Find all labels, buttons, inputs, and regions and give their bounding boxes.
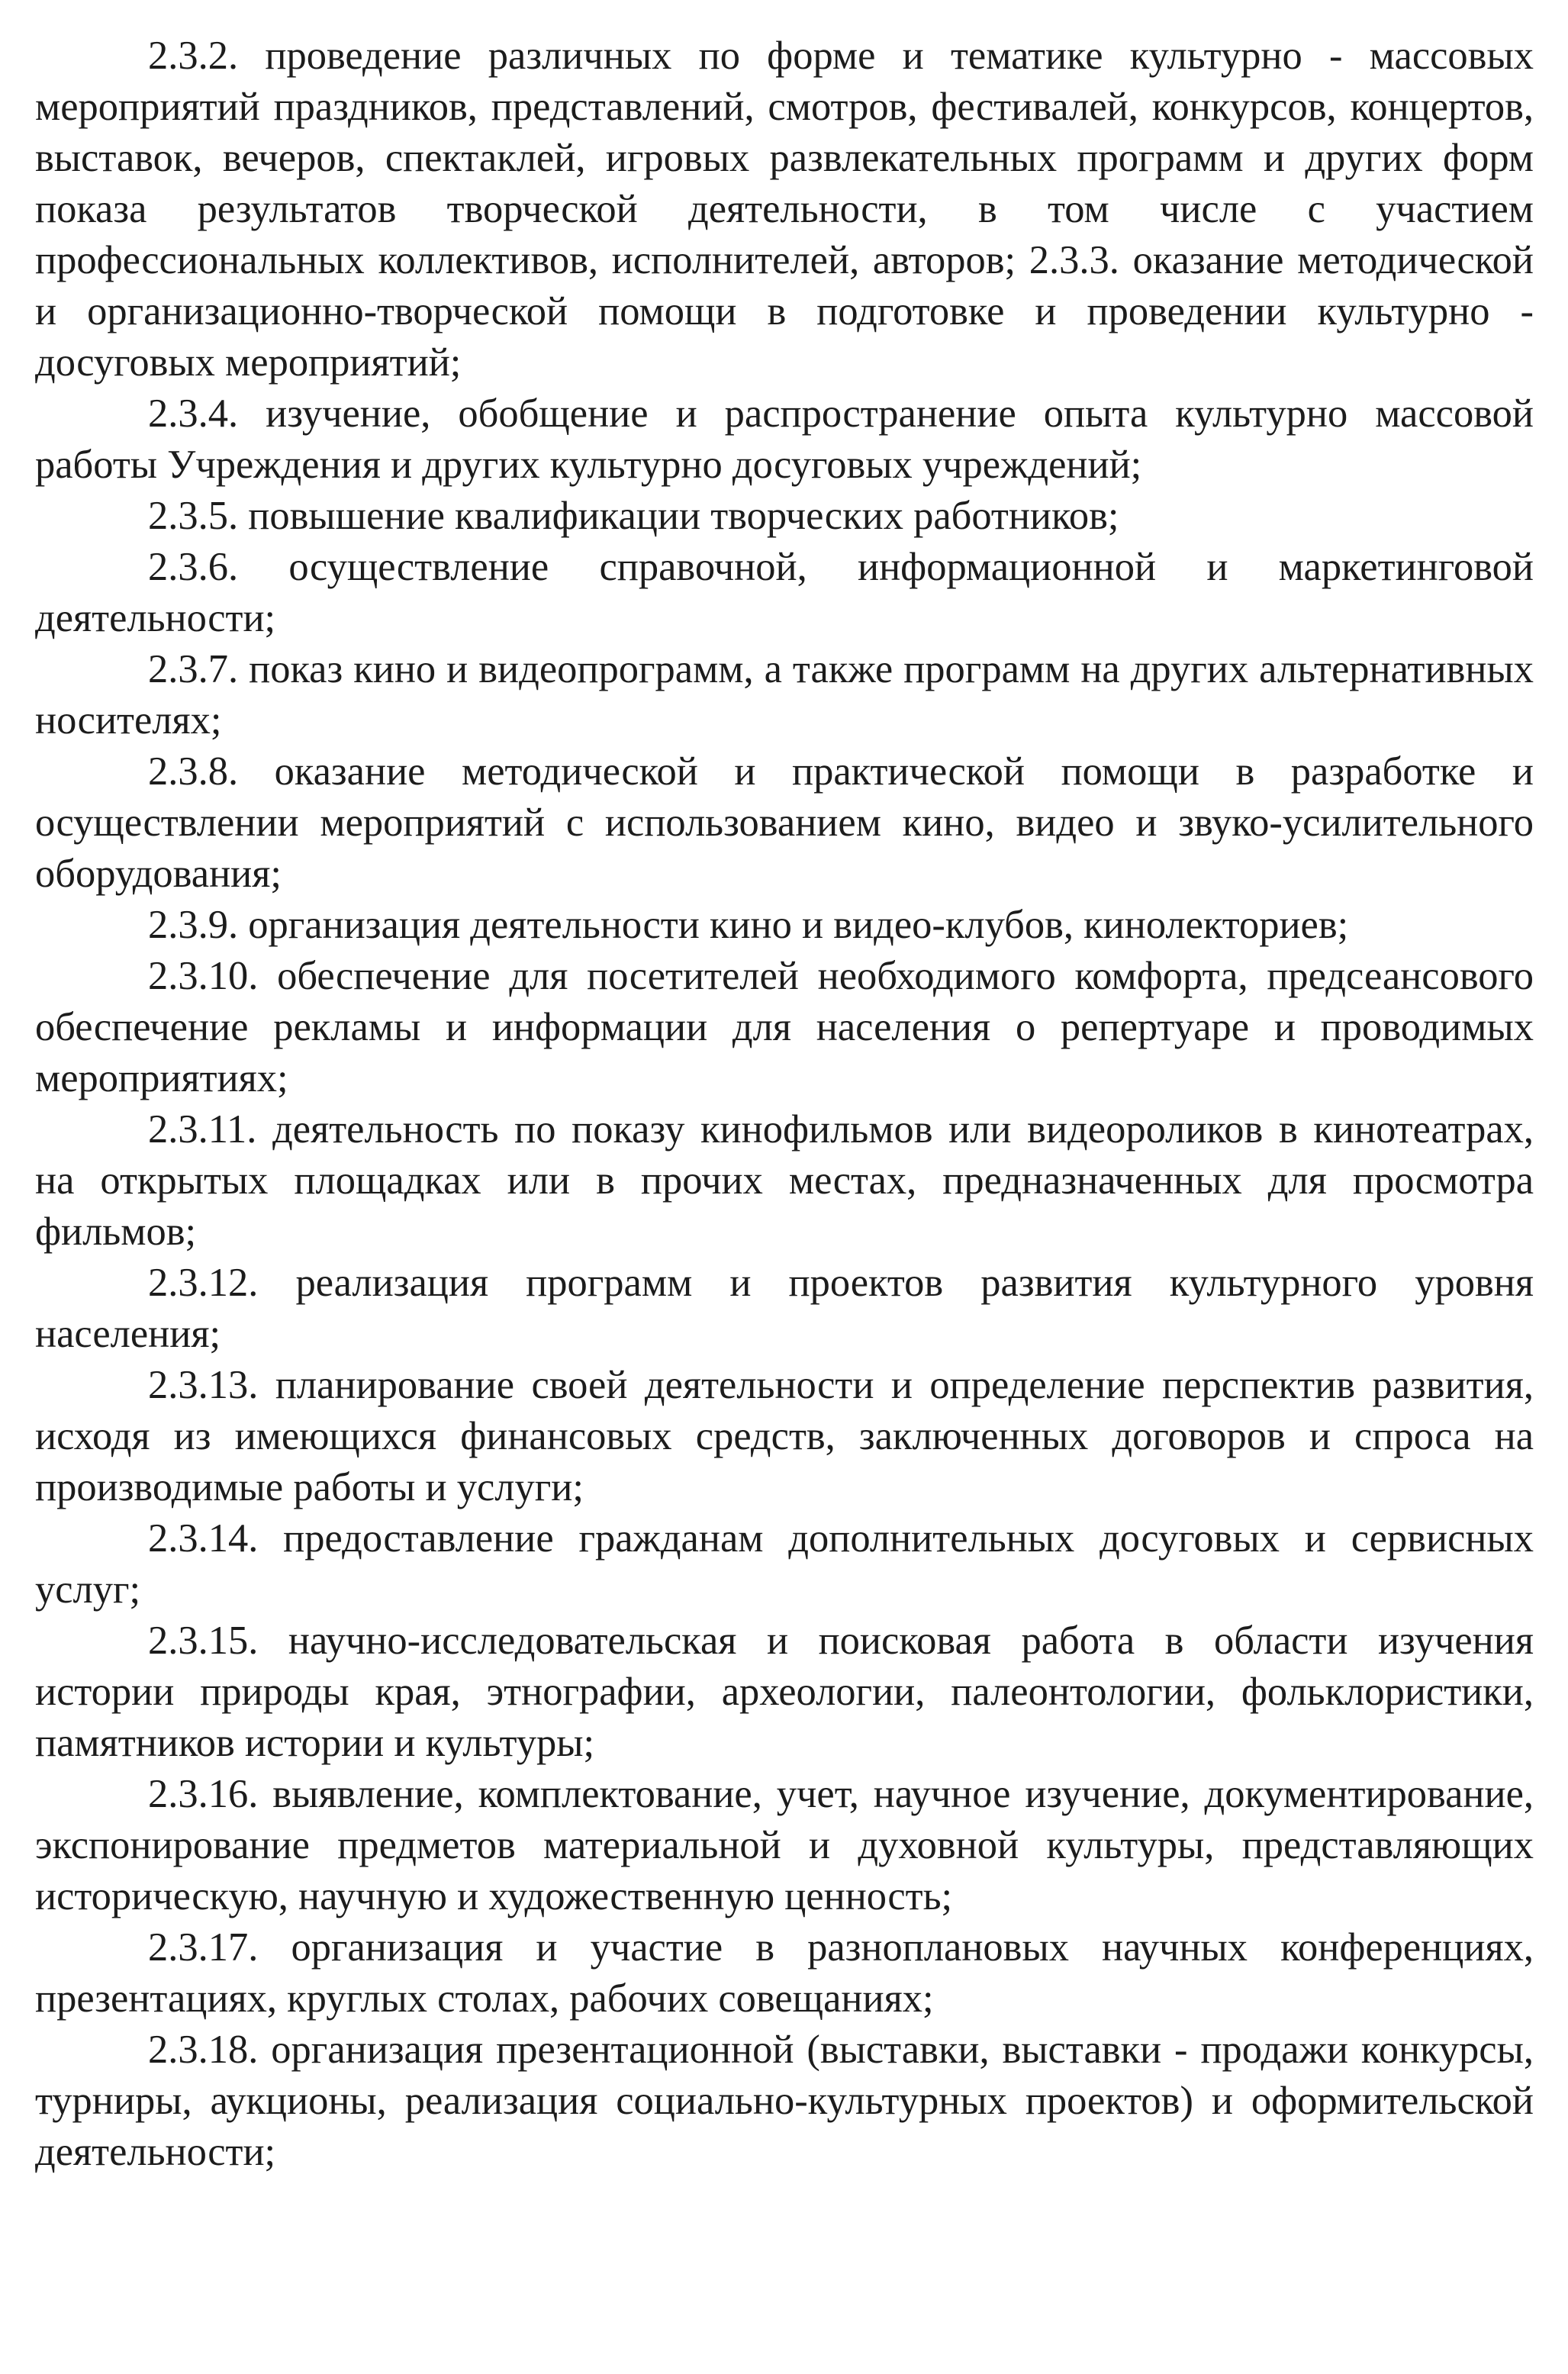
paragraph-2-3-9: 2.3.9. организация деятельности кино и видео-клубов, кинолекториев; [148, 903, 1349, 947]
paragraph-2-3-10: 2.3.10. обеспечение для посетителей необходимого комфорта, предсеансового обеспечение рекламы и информации для населения о репертуаре и проводимых мероприятиях; [35, 954, 1534, 1100]
paragraph-2-3-6: 2.3.6. осуществление справочной, информационной и маркетинговой деятельности; [35, 545, 1534, 640]
paragraph-2-3-12: 2.3.12. реализация программ и проектов развития культурного уровня населения; [35, 1261, 1534, 1356]
paragraph-2-3-16: 2.3.16. выявление, комплектование, учет, научное изучение, документирование, экспонирование предметов материальной и духовной культуры, представляющих историческую, научную и художественную ценность; [35, 1772, 1534, 1918]
paragraph-2-3-15: 2.3.15. научно-исследовательская и поисковая работа в области изучения истории природы края, этнографии, археологии, палеонтологии, фольклористики, памятников истории и культуры; [35, 1619, 1534, 1765]
paragraph-2-3-5: 2.3.5. повышение квалификации творческих работников; [148, 494, 1119, 538]
paragraph-2-3-13: 2.3.13. планирование своей деятельности и определение перспектив развития, исходя из имеющихся финансовых средств, заключенных договоров и спроса на производимые работы и услуги; [35, 1363, 1534, 1509]
paragraph-2-3-7: 2.3.7. показ кино и видеопрограмм, а также программ на других альтернативных носителях; [35, 647, 1534, 742]
document-page [35, 31, 1534, 2178]
paragraph-2-3-8: 2.3.8. оказание методической и практической помощи в разработке и осуществлении мероприятий с использованием кино, видео и звуко-усилительного оборудования; [35, 749, 1534, 896]
paragraph-2-3-2: 2.3.2. проведение различных по форме и тематике культурно - массовых мероприятий праздников, представлений, смотров, фестивалей, конкурсов, концертов, выставок, вечеров, спектаклей, игровых развлекательных программ и других форм показа результатов творческой деятельности, в том числе с участием профессиональных коллективов, исполнителей, авторов; 2.3.3. оказание методической и организационно-творческой помощи в подготовке и проведении культурно - досуговых мероприятий; [35, 34, 1534, 385]
paragraph-2-3-14: 2.3.14. предоставление гражданам дополнительных досуговых и сервисных услуг; [35, 1516, 1534, 1612]
paragraph-2-3-11: 2.3.11. деятельность по показу кинофильмов или видеороликов в кинотеатрах, на открытых площадках или в прочих местах, предназначенных для просмотра фильмов; [35, 1107, 1534, 1254]
paragraph-2-3-4: 2.3.4. изучение, обобщение и распространение опыта культурно массовой работы Учреждения и других культурно досуговых учреждений; [35, 391, 1534, 487]
paragraph-2-3-18: 2.3.18. организация презентационной (выставки, выставки - продажи конкурсы, турниры, аукционы, реализация социально-культурных проектов) и оформительской деятельности; [35, 2028, 1534, 2174]
paragraph-2-3-17: 2.3.17. организация и участие в разноплановых научных конференциях, презентациях, круглых столах, рабочих совещаниях; [35, 1925, 1534, 2021]
